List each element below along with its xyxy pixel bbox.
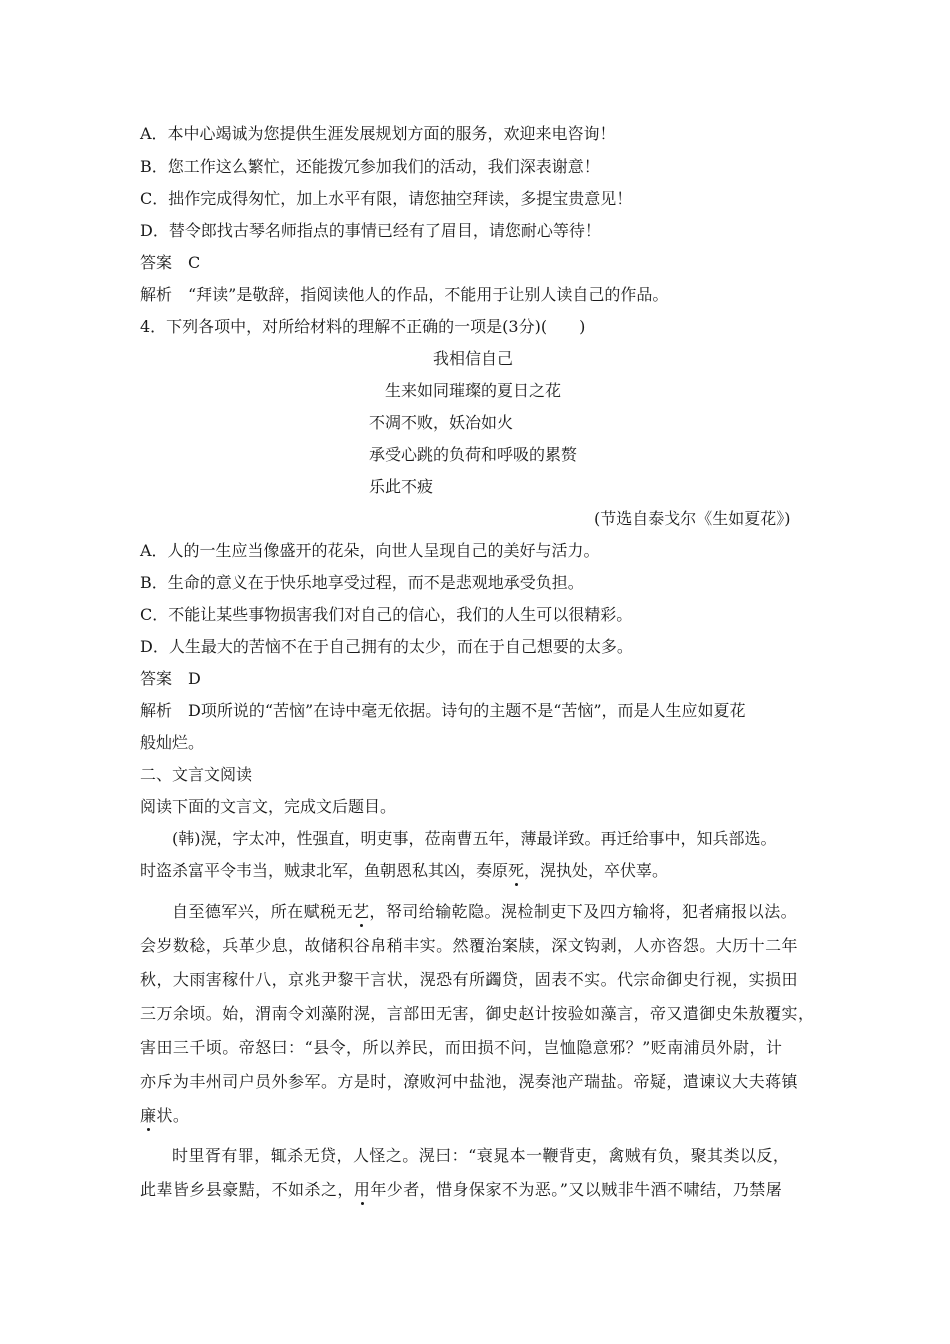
- q4-option-c: C．不能让某些事物损害我们对自己的信心，我们的人生可以很精彩。: [140, 605, 633, 624]
- section-instruction: 阅读下面的文言文，完成文后题目。: [140, 797, 397, 816]
- passage-line: 廉状。: [140, 1106, 190, 1125]
- emphasis-dot-char: 廉: [140, 1106, 157, 1125]
- q4-answer: 答案 D: [140, 669, 201, 688]
- q3-option-d: D．替令郎找古琴名师指点的事情已经有了眉目，请您耐心等待！: [140, 221, 601, 240]
- section-heading: 二、文言文阅读: [140, 765, 253, 784]
- emphasis-dot-char: 用: [353, 1180, 371, 1199]
- q4-analysis: 解析 D项所说的“苦恼”在诗中毫无依据。诗句的主题不是“苦恼”，而是人生应如夏花: [140, 701, 746, 720]
- q3-option-a: A．本中心竭诚为您提供生涯发展规划方面的服务，欢迎来电咨询！: [140, 124, 616, 143]
- passage-line: 秋，大雨害稼什八，京兆尹黎干言状，滉恐有所蠲贷，固表不实。代宗命御史行视，实损田: [140, 970, 799, 989]
- emphasis-dot-char: 艺: [352, 902, 370, 921]
- emphasis-dot-char: 死: [508, 861, 525, 880]
- q4-option-d: D．人生最大的苦恼不在于自己拥有的太少，而在于自己想要的太多。: [140, 637, 633, 656]
- passage-line: 时里胥有罪，辄杀无贷，人怪之。滉曰：“衰晁本一鞭背吏，禽贼有负，聚其类以反，: [172, 1146, 790, 1165]
- passage-line: 会岁数稔，兵革少息，故储积谷帛稍丰实。然覆治案牍，深文钩剥，人亦咨怨。大历十二年: [140, 936, 799, 955]
- passage-line: 自至德军兴，所在赋税无艺，帑司给输乾隐。滉检制吏下及四方输将，犯者痛报以法。: [172, 902, 798, 921]
- passage-line: 此辈皆乡县豪黠，不如杀之，用年少者，惜身保家不为恶。”又以贼非牛酒不啸结，乃禁屠: [140, 1180, 783, 1199]
- q3-answer: 答案 C: [140, 253, 201, 272]
- q3-option-c: C．拙作完成得匆忙，加上水平有限，请您抽空拜读，多提宝贵意见！: [140, 189, 633, 208]
- q3-analysis: 解析 “拜读”是敬辞，指阅读他人的作品，不能用于让别人读自己的作品。: [140, 285, 669, 304]
- poem-line: 乐此不疲: [369, 477, 434, 496]
- q3-option-b: B．您工作这么繁忙，还能拨冗参加我们的活动，我们深表谢意！: [140, 157, 600, 176]
- q4-stem: 4．下列各项中，对所给材料的理解不正确的一项是(3分)( ): [140, 317, 586, 336]
- passage-line: (韩)滉，字太冲，性强直，明吏事，莅南曹五年，薄最详致。再迁给事中，知兵部选。: [172, 829, 777, 848]
- q4-analysis-cont: 般灿烂。: [140, 733, 205, 752]
- poem-line: 生来如同璀璨的夏日之花: [385, 381, 562, 400]
- passage-line: 害田三千顷。帝怒曰：“县令，所以养民，而田损不问，岂恤隐意邪？”贬南浦员外尉，计: [140, 1038, 783, 1057]
- passage-line: 亦斥为丰州司户员外参军。方是时，潦败河中盐池，滉奏池产瑞盐。帝疑，遣谏议大夫蒋镇: [140, 1072, 799, 1091]
- passage-line: 时盗杀富平令韦当，贼隶北军，鱼朝恩私其凶，奏原死，滉执处，卒伏辜。: [140, 861, 669, 880]
- poem-line: 不凋不败，妖冶如火: [369, 413, 514, 432]
- poem-line: 承受心跳的负荷和呼吸的累赘: [369, 445, 578, 464]
- q4-option-a: A．人的一生应当像盛开的花朵，向世人呈现自己的美好与活力。: [140, 541, 600, 560]
- passage-line: 三万余顷。始，渭南令刘藻附滉，言部田无害，御史赵计按验如藻言，帝又遣御史朱敖覆实，: [140, 1004, 815, 1023]
- poem-source: (节选自泰戈尔《生如夏花》): [594, 509, 791, 528]
- poem-line: 我相信自己: [433, 349, 514, 368]
- q4-option-b: B．生命的意义在于快乐地享受过程，而不是悲观地承受负担。: [140, 573, 584, 592]
